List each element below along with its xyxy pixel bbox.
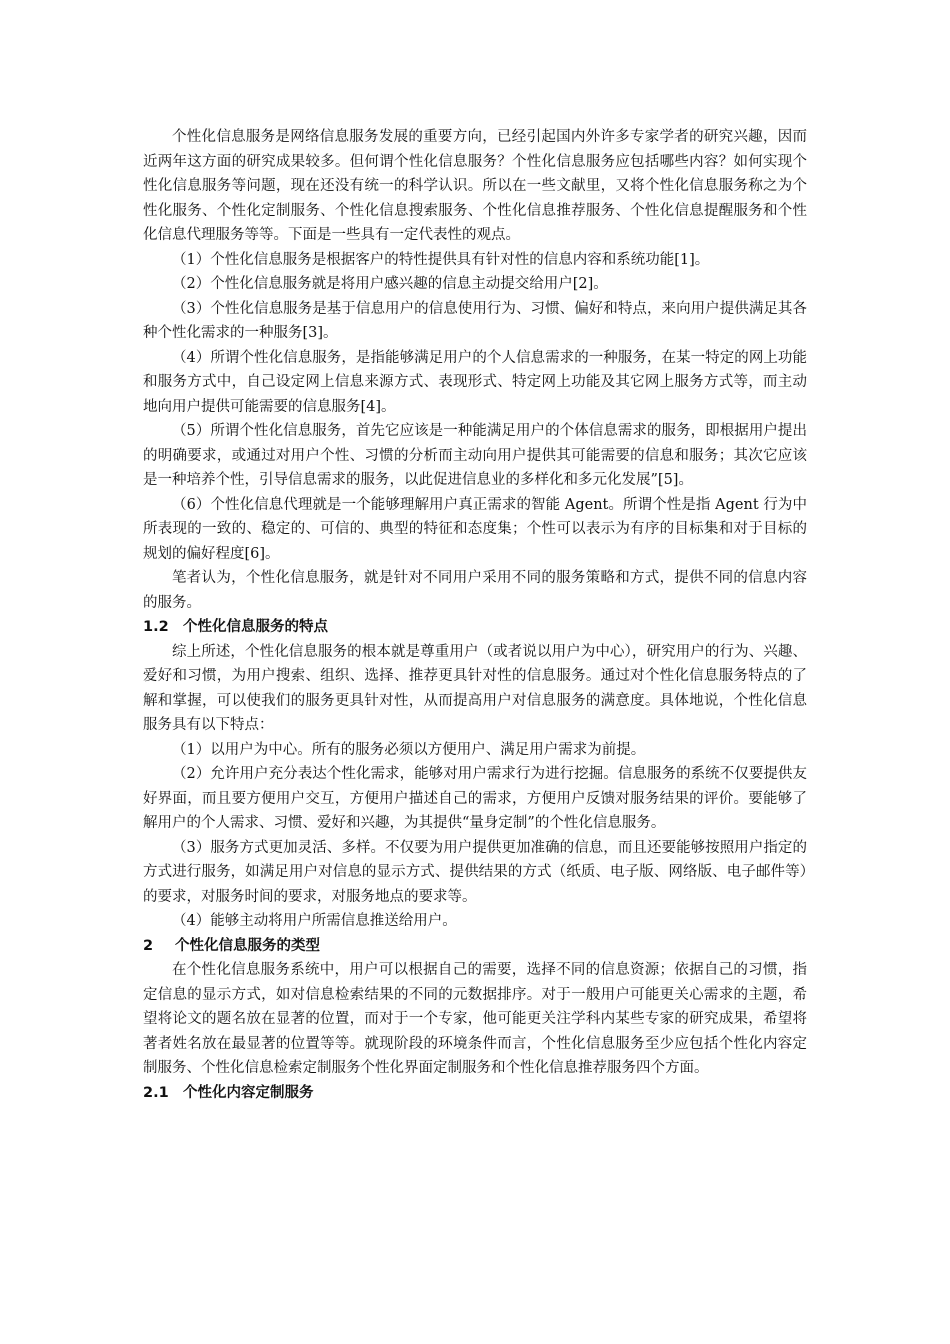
paragraph-view-4: （4）所谓个性化信息服务，是指能够满足用户的个人信息需求的一种服务，在某一特定的网上功能和服务方式中，自己设定网上信息来源方式、表现形式、特定网上功能及其它网上服务方式等，而主动地向用户提供可能需要的信息服务[4]。: [143, 349, 807, 415]
paragraph-feature-4: （4）能够主动将用户所需信息推送给用户。: [172, 913, 457, 929]
section-heading-2-1: [143, 1081, 807, 1106]
document-page: [143, 125, 807, 1105]
section-heading-1-2: [143, 615, 807, 640]
section-title: 个性化内容定制服务: [183, 1084, 314, 1101]
paragraph-view-1: （1）个性化信息服务是根据客户的特性提供具有针对性的信息内容和系统功能[1]。: [172, 251, 710, 268]
paragraph-intro: 个性化信息服务是网络信息服务发展的重要方向，已经引起国内外许多专家学者的研究兴趣，因而近两年这方面的研究成果较多。但何谓个性化信息服务？个性化信息服务应包括哪些内容？如何实现个性化信息服务等问题，现在还没有统一的科学认识。所以在一些文献里，又将个性化信息服务称之为个性化服务、个性化定制服务、个性化信息搜索服务、个性化信息推荐服务、个性化信息提醒服务和个性化信息代理服务等等。下面是一些具有一定代表性的观点。: [143, 129, 807, 243]
paragraph-view-6: （6）个性化信息代理就是一个能够理解用户真正需求的智能 Agent。所谓个性是指 Agent 行为中所表现的一致的、稳定的、可信的、典型的特征和态度集；个性可以表示为有序的目标集和对于目标的规划的偏好程度[6]。: [143, 496, 807, 562]
section-title: 个性化信息服务的类型: [175, 937, 320, 954]
paragraph-view-2: （2）个性化信息服务就是将用户感兴趣的信息主动提交给用户[2]。: [172, 276, 608, 292]
paragraph-view-5: （5）所谓个性化信息服务，首先它应该是一种能满足用户的个体信息需求的服务，即根据用户提出的明确要求，或通过对用户个性、习惯的分析而主动向用户提供其可能需要的信息和服务；其次它应该是一种培养个性，引导信息需求的服务，以此促进信息业的多样化和多元化发展”[5]。: [143, 423, 807, 488]
section-number: 2.1: [143, 1084, 169, 1101]
paragraph-view-3: （3）个性化信息服务是基于信息用户的信息使用行为、习惯、偏好和特点，来向用户提供满足其各种个性化需求的一种服务[3]。: [143, 300, 807, 341]
section-number: 2: [143, 937, 154, 954]
paragraph-author-view: 笔者认为，个性化信息服务，就是针对不同用户采用不同的服务策略和方式，提供不同的信息内容的服务。: [143, 570, 807, 611]
paragraph-features-intro: 综上所述，个性化信息服务的根本就是尊重用户（或者说以用户为中心），研究用户的行为、兴趣、爱好和习惯，为用户搜索、组织、选择、推荐更具针对性的信息服务。通过对个性化信息服务特点的了解和掌握，可以使我们的服务更具针对性，从而提高用户对信息服务的满意度。具体地说，个性化信息服务具有以下特点：: [143, 643, 807, 733]
section-title: 个性化信息服务的特点: [183, 619, 328, 635]
section-number: 1.2: [143, 619, 169, 635]
paragraph-types-intro: 在个性化信息服务系统中，用户可以根据自己的需要，选择不同的信息资源；依据自己的习惯，指定信息的显示方式，如对信息检索结果的不同的元数据排序。对于一般用户可能更关心需求的主题，希望将论文的题名放在显著的位置，而对于一个专家，他可能更关注学科内某些专家的研究成果，希望将著者姓名放在最显著的位置等等。就现阶段的环境条件而言，个性化信息服务至少应包括个性化内容定制服务、个性化信息检索定制服务个性化界面定制服务和个性化信息推荐服务四个方面。: [143, 962, 807, 1076]
section-heading-2: [143, 934, 807, 959]
paragraph-feature-3: （3）服务方式更加灵活、多样。不仅要为用户提供更加准确的信息，而且还要能够按照用户指定的方式进行服务，如满足用户对信息的显示方式、提供结果的方式（纸质、电子版、网络版、电子邮件等）的要求，对服务时间的要求，对服务地点的要求等。: [143, 839, 807, 905]
paragraph-feature-2: （2）允许用户充分表达个性化需求，能够对用户需求行为进行挖掘。信息服务的系统不仅要提供友好界面，而且要方便用户交互，方便用户描述自己的需求，方便用户反馈对服务结果的评价。要能够了解用户的个人需求、习惯、爱好和兴趣，为其提供“量身定制”的个性化信息服务。: [143, 766, 807, 831]
paragraph-feature-1: （1）以用户为中心。所有的服务必须以方便用户、满足用户需求为前提。: [172, 741, 646, 758]
